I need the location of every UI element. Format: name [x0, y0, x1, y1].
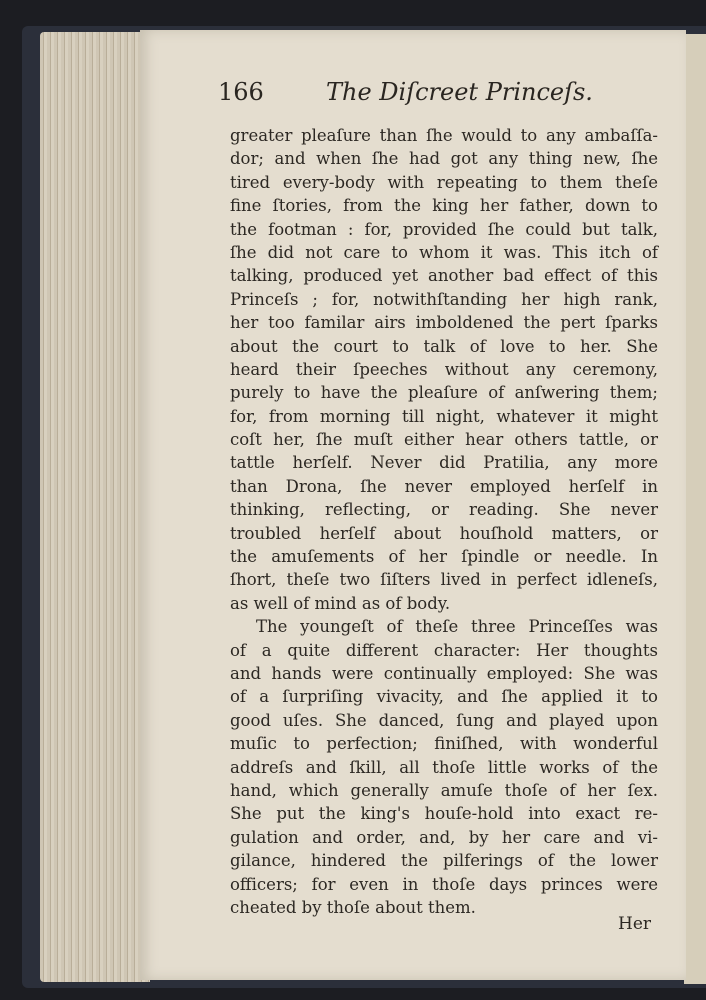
- text-line: ſhort, theſe two ſiſters lived in perfect idleneſs,: [230, 570, 658, 590]
- text-line: good uſes. She danced, ſung and played upon: [230, 710, 658, 730]
- catchword: Her: [618, 914, 652, 934]
- text-line: her too familar airs imboldened the pert ſparks: [230, 313, 658, 333]
- text-line: Princeſs ; for, notwithſtanding her high rank,: [230, 289, 658, 309]
- text-line: the footman : for, provided ſhe could but talk,: [230, 219, 658, 239]
- text-line: muſic to perfection; finiſhed, with wonderful: [230, 734, 658, 754]
- facing-page-edge: [684, 34, 706, 984]
- text-line: greater pleaſure than ſhe would to any ambaſſa-: [230, 126, 658, 145]
- text-line: as well of mind as of body.: [230, 593, 451, 613]
- text-line: the amuſements of her ſpindle or needle. In: [230, 547, 658, 567]
- text-line: for, from morning till night, whatever it might: [230, 406, 658, 426]
- text-line: tattle herſelf. Never did Pratilia, any more: [230, 453, 658, 473]
- text-line: dor; and when ſhe had got any thing new, ſhe: [230, 149, 658, 169]
- text-line: officers; for even in thoſe days princes were: [230, 874, 658, 894]
- text-line: tired every-body with repeating to them theſe: [230, 172, 658, 192]
- text-line: talking, produced yet another bad effect of this: [230, 266, 658, 286]
- page-header: [218, 76, 668, 116]
- text-line: troubled herſelf about houſhold matters, or: [230, 523, 658, 543]
- text-line: She put the king's houſe-hold into exact re-: [230, 804, 658, 824]
- body-text: [230, 124, 658, 919]
- text-line: purely to have the pleaſure of anſwering them;: [230, 383, 658, 403]
- text-line: fine ſtories, from the king her father, down to: [230, 196, 658, 216]
- text-line: addreſs and ſkill, all thoſe little works of the: [230, 757, 658, 777]
- text-line: hand, which generally amuſe thoſe of her ſex.: [230, 780, 658, 800]
- running-title: The Diſcreet Princeſs.: [326, 78, 593, 106]
- text-line: and hands were continually employed: She was: [230, 663, 658, 683]
- text-line: coſt her, ſhe muſt either hear others tattle, or: [230, 430, 658, 450]
- text-line: about the court to talk of love to her. She: [230, 336, 658, 356]
- text-line: heard their ſpeeches without any ceremony,: [230, 359, 658, 379]
- text-line: gilance, hindered the pilferings of the lower: [230, 851, 658, 871]
- text-line: The youngeſt of theſe three Princeſſes was: [256, 617, 658, 637]
- page-number: 166: [218, 78, 264, 106]
- text-line: of a quite different character: Her thoughts: [230, 640, 658, 660]
- text-line: ſhe did not care to whom it was. This itch of: [230, 242, 658, 262]
- text-line: thinking, reflecting, or reading. She never: [230, 500, 658, 520]
- text-line: gulation and order, and, by her care and vi-: [230, 827, 658, 847]
- text-line: than Drona, ſhe never employed herſelf in: [230, 476, 658, 496]
- text-line: of a ſurpriſing vivacity, and ſhe applied it to: [230, 687, 658, 707]
- text-line: cheated by thoſe about them.: [230, 897, 476, 917]
- stacked-page-edges: [40, 32, 150, 982]
